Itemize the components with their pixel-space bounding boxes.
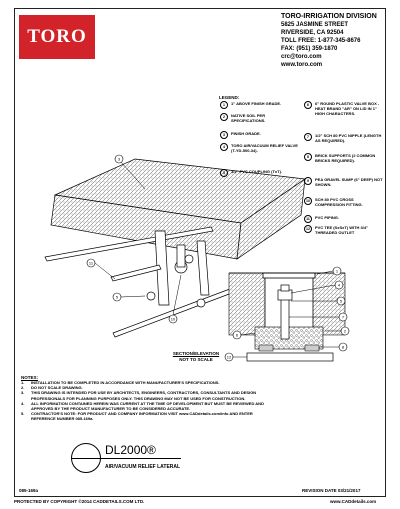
note-line: 4. ALL INFORMATION CONTAINED HEREIN WAS CURRENT AT THE TIME OF DEVELOPMENT BUT MUST BE REVIEWED AND (21, 400, 264, 406)
legend-item: 2 NATIVE SOIL PER SPECIFICATIONS. (220, 113, 300, 123)
legend-item: 8 BRICK SUPPORTS (2 COMMON BRICKS REQUIRED). (304, 153, 384, 163)
company-city: RIVERSIDE, CA 92504 (281, 30, 344, 36)
legend-item: 5 1/2" PVC COUPLING (TxT). (220, 169, 300, 177)
sheet-id: 085-169a (19, 488, 39, 493)
legend-item: 1 1" ABOVE FINISH GRADE. (220, 101, 300, 109)
company-toll-free: TOLL FREE: 1-877-345-8676 (281, 38, 361, 44)
website-footer[interactable]: www.CADdetails.com (330, 499, 377, 504)
logo-wordmark: TORO (27, 26, 87, 47)
detail-subtitle: AIR/VACUUM RELIEF LATERAL (105, 464, 181, 470)
detail-title-block (67, 441, 185, 475)
callout-2: 2 (343, 328, 347, 334)
callout-4: 4 (337, 282, 341, 288)
callout-7: 7 (341, 314, 345, 320)
detail-title: DL2000® (105, 443, 156, 457)
callout-5-right: 5 (339, 298, 343, 304)
company-fax: FAX: (951) 359-1870 (281, 46, 338, 52)
callout-1: 1 (335, 268, 339, 274)
note-line: APPROVED BY THE PRODUCT MANUFACTURER TO BE CONSIDERED ACCURATE. (31, 406, 191, 412)
caption-scale: NOT TO SCALE (179, 357, 213, 362)
legend-item: 9 PEA GRAVEL SUMP (6" DEEP) NOT SHOWN. (304, 177, 384, 187)
callout-11: 11 (88, 260, 94, 266)
legend-item: 7 1/2" SCH 80 PVC NIPPLE (LENGTH AS REQUIRED). (304, 133, 384, 143)
note-line: 2. DO NOT SCALE DRAWING. (21, 385, 83, 391)
callout-6: 6 (235, 332, 239, 338)
note-line: 1. INSTALLATION TO BE COMPLETED IN ACCORDANCE WITH MANUFACTURER'S SPECIFICATIONS. (21, 380, 220, 385)
legend-item: 3 FINISH GRADE. (220, 131, 300, 139)
company-website[interactable]: www.toro.com (281, 62, 323, 68)
legend-item: 4 TORO AIR/VACUUM RELIEF VALVE (T-YD-500-34). (220, 143, 300, 153)
legend-item: 11 PVC PIPING. (304, 215, 384, 223)
legend-title: LEGEND: (219, 95, 240, 100)
title-divider (71, 458, 181, 459)
legend-item: 10 SCH 80 PVC CROSS COMPRESSION FITTING. (304, 197, 384, 207)
detail-drawing (15, 9, 387, 498)
notes (21, 375, 381, 422)
note-line: REFERENCE NUMBER 085-169a. (31, 416, 94, 422)
copyright-footer: PROTECTED BY COPYRIGHT ©2014 CADDETAILS.COM LTD. (14, 499, 145, 504)
section-caption (161, 351, 231, 363)
callout-3: 3 (117, 156, 121, 162)
company-division: TORO-IRRIGATION DIVISION (281, 13, 377, 20)
drawing-sheet (14, 8, 386, 497)
callout-12: 12 (226, 354, 232, 360)
company-email[interactable]: crc@toro.com (281, 54, 322, 60)
note-line: 5. CONTRACTOR'S NOTE: FOR PRODUCT AND COMPANY INFORMATION VISIT www.CADdetails.com/info AND ENTER (21, 411, 253, 417)
legend-item: 6 6" ROUND PLASTIC VALVE BOX - HEAT BRAND "AR" ON LID IN 1" HIGH CHARACTERS. (304, 101, 384, 116)
caption-title: SECTION/ELEVATION (172, 351, 220, 356)
callout-8: 8 (341, 344, 345, 350)
revision-date: REVISION DATE 03/21/2017 (302, 488, 361, 493)
callout-5: 5 (115, 294, 119, 300)
note-line: 3. THIS DRAWING IS INTENDED FOR USE BY ARCHITECTS, ENGINEERS, CONTRACTORS, CONSULTANTS AND DESIGN (21, 390, 257, 396)
notes-title: NOTES: (21, 375, 39, 380)
legend-item: 12 PVC TEE (SxSxT) WITH 3/4" THREADED OUTLET (304, 225, 384, 235)
note-line: PROFESSIONALS FOR PLANNING PURPOSES ONLY. THIS DRAWING MAY NOT BE USED FOR CONSTRUCTION. (31, 395, 246, 401)
callout-10: 10 (170, 316, 176, 322)
company-street: 5825 JASMINE STREET (281, 22, 349, 28)
